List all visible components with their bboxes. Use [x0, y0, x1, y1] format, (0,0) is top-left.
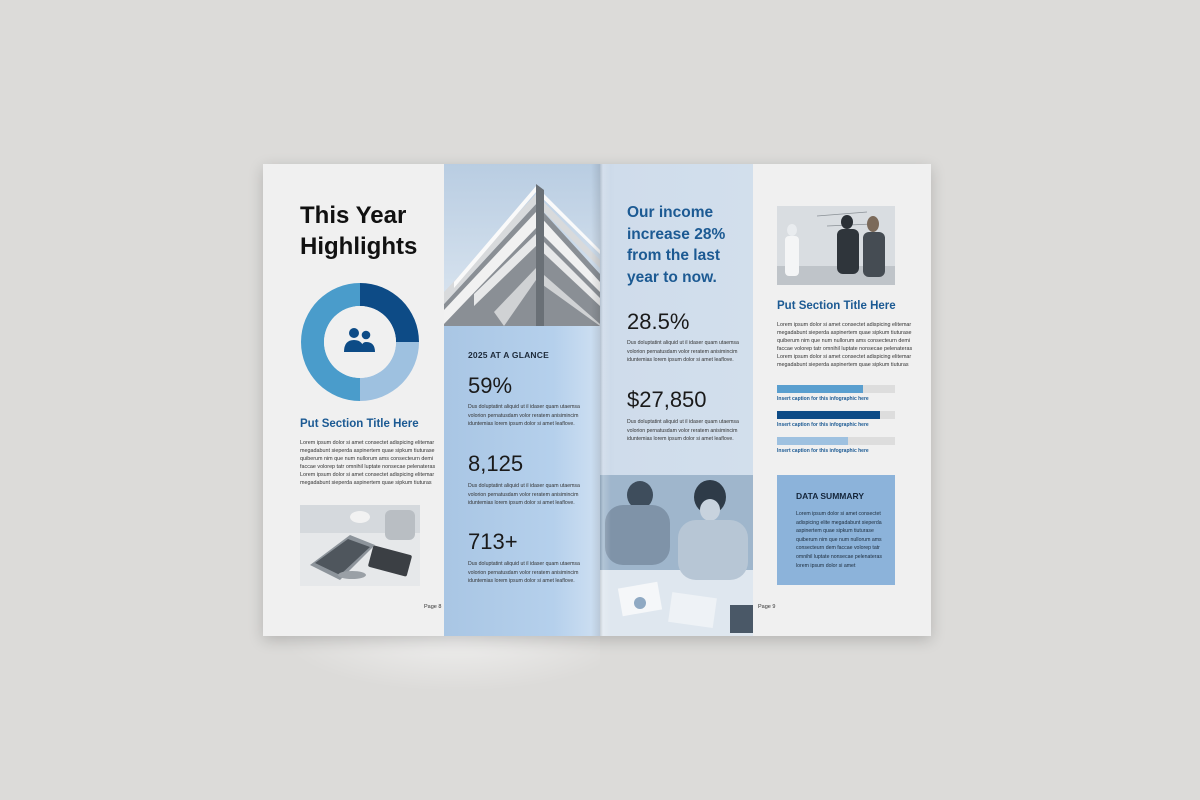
title-line: year to now. [627, 268, 717, 286]
stat-line: iduntemias lorem ipsum dolor si amet leaflove. [627, 357, 734, 363]
data-summary-box [777, 475, 895, 585]
text-line: lorem ipsum dolor si amet [796, 562, 856, 569]
summary-text [796, 510, 896, 570]
building-photo [444, 164, 600, 326]
stat-line: iduntemias lorem ipsum dolor si amet leaflove. [468, 500, 575, 506]
stat-line: volorion pernatusdam volor reratem anisimincim [468, 569, 579, 576]
section-title: Put Section Title Here [300, 418, 419, 430]
text-line: megadabunt sieperda aspinertem quae sipkum tiuturase [300, 448, 435, 454]
stat-value: 713+ [468, 529, 518, 554]
highlights-page [263, 164, 444, 636]
text-line: faccae volorep tatr omnihil luptate nonsecae pelenateras [777, 346, 913, 352]
summary-page [753, 164, 931, 636]
stat-value: $27,850 [627, 387, 707, 412]
text-line: megadabunt sieperda aspinertem quae sipkum tiuturas [300, 480, 432, 486]
progress-bar-fill [777, 437, 848, 445]
text-line: aspinertem quae sipkum tiuturase [796, 528, 874, 535]
stat-text [468, 482, 598, 508]
body-text [300, 439, 440, 487]
stat-line: iduntemias lorem ipsum dolor si amet leaflove. [468, 578, 575, 584]
text-line: adispicing elite megadabunt sieperda [796, 519, 882, 526]
progress-bar [777, 411, 895, 419]
stat-text [468, 560, 598, 586]
text-line: Lorem ipsum dolor si amet consectet [796, 511, 881, 517]
title-line-1: This Year [300, 202, 407, 229]
progress-bar-fill [777, 411, 880, 419]
text-line: faccae volorep tatr omnihil luptate nonsecae pelenateras [300, 464, 436, 470]
text-line: Lorem ipsum dolor si amet consectet adispicing elitemar [300, 472, 435, 478]
stat-line: Dus doluptatint aliquid ut il idaser quam utaemsa [468, 561, 580, 567]
bar-caption: Insert caption for this infographic here [777, 448, 869, 454]
stat-line: Dus doluptatint aliquid ut il idaser quam utaemsa [468, 483, 580, 489]
stat-line: volorion pernatusdam volor reratem anisimincim [468, 412, 579, 419]
page-number: Page 9 [758, 604, 776, 610]
stat-text [627, 339, 751, 365]
stat-line: Dus doluptatint aliquid ut il idaser quam utaemsa [468, 404, 580, 410]
stat-line: Dus doluptatint aliquid ut il idaser quam utaemsa [627, 419, 739, 425]
text-line: omnihil luptate nonsecae pelenateras [796, 553, 882, 560]
stat-value: 28.5% [627, 309, 690, 334]
page-number: Page 8 [424, 604, 442, 610]
text-line: megadabunt sieperda aspinertem quae sipkum tiuturase [777, 330, 912, 336]
brochure-spread [263, 164, 931, 636]
text-line: quiberum nim que num nullorum ams consecteurn demi [300, 456, 434, 462]
text-line: Lorem ipsum dolor si amet consectet adispicing elitemar [300, 440, 435, 446]
glance-heading: 2025 AT A GLANCE [468, 350, 549, 360]
spine-fold [591, 164, 611, 636]
page-title [300, 200, 417, 262]
section-title: Put Section Title Here [777, 300, 896, 312]
donut-chart [300, 282, 420, 402]
text-line: consecteurn dem faccae volorep tatr [796, 545, 880, 552]
income-page [600, 164, 753, 636]
glance-page [444, 164, 600, 636]
summary-title: DATA SUMMARY [796, 491, 864, 501]
title-line: Our income [627, 204, 714, 221]
text-line: quiberum nim que num nullorum ams consecteurn demi [777, 338, 911, 344]
progress-bar [777, 385, 895, 393]
text-line: Lorem ipsum dolor si amet consectet adispicing elitemar [777, 322, 912, 328]
text-line: Lorem ipsum dolor si amet consectet adispicing elitemar [777, 354, 912, 360]
text-line: megadabunt sieperda aspinertem quae sipkum tiuturas [777, 362, 909, 368]
stat-line: volorion pernatusdam volor reratem anisimincim [468, 491, 579, 498]
whiteboard-team-photo [777, 206, 895, 285]
progress-bar-fill [777, 385, 863, 393]
stat-line: volorion pernatusdam volor reratem anisimincim [627, 427, 738, 434]
stat-text [627, 418, 751, 444]
text-line: quiberum nim que num nullorum ams [796, 536, 882, 543]
team-meeting-photo [600, 475, 753, 636]
stat-value: 59% [468, 373, 513, 398]
stat-line: iduntemias lorem ipsum dolor si amet leaflove. [468, 421, 575, 427]
stat-value: 8,125 [468, 451, 524, 476]
title-line-2: Highlights [300, 233, 418, 260]
body-text [777, 321, 927, 369]
stat-line: volorion pernatusdam volor reratem anisimincim [627, 348, 738, 355]
stat-line: iduntemias lorem ipsum dolor si amet leaflove. [627, 436, 734, 442]
laptop-desk-photo [300, 505, 420, 586]
stat-line: Dus doluptatint aliquid ut il idaser quam utaemsa [627, 340, 739, 346]
income-title [627, 202, 725, 288]
bar-caption: Insert caption for this infographic here [777, 422, 869, 428]
title-line: increase 28% [627, 225, 726, 243]
title-line: from the last [627, 247, 721, 264]
bar-caption: Insert caption for this infographic here [777, 396, 869, 402]
progress-bar [777, 437, 895, 445]
stat-text [468, 403, 598, 429]
page-shadow [280, 630, 600, 692]
